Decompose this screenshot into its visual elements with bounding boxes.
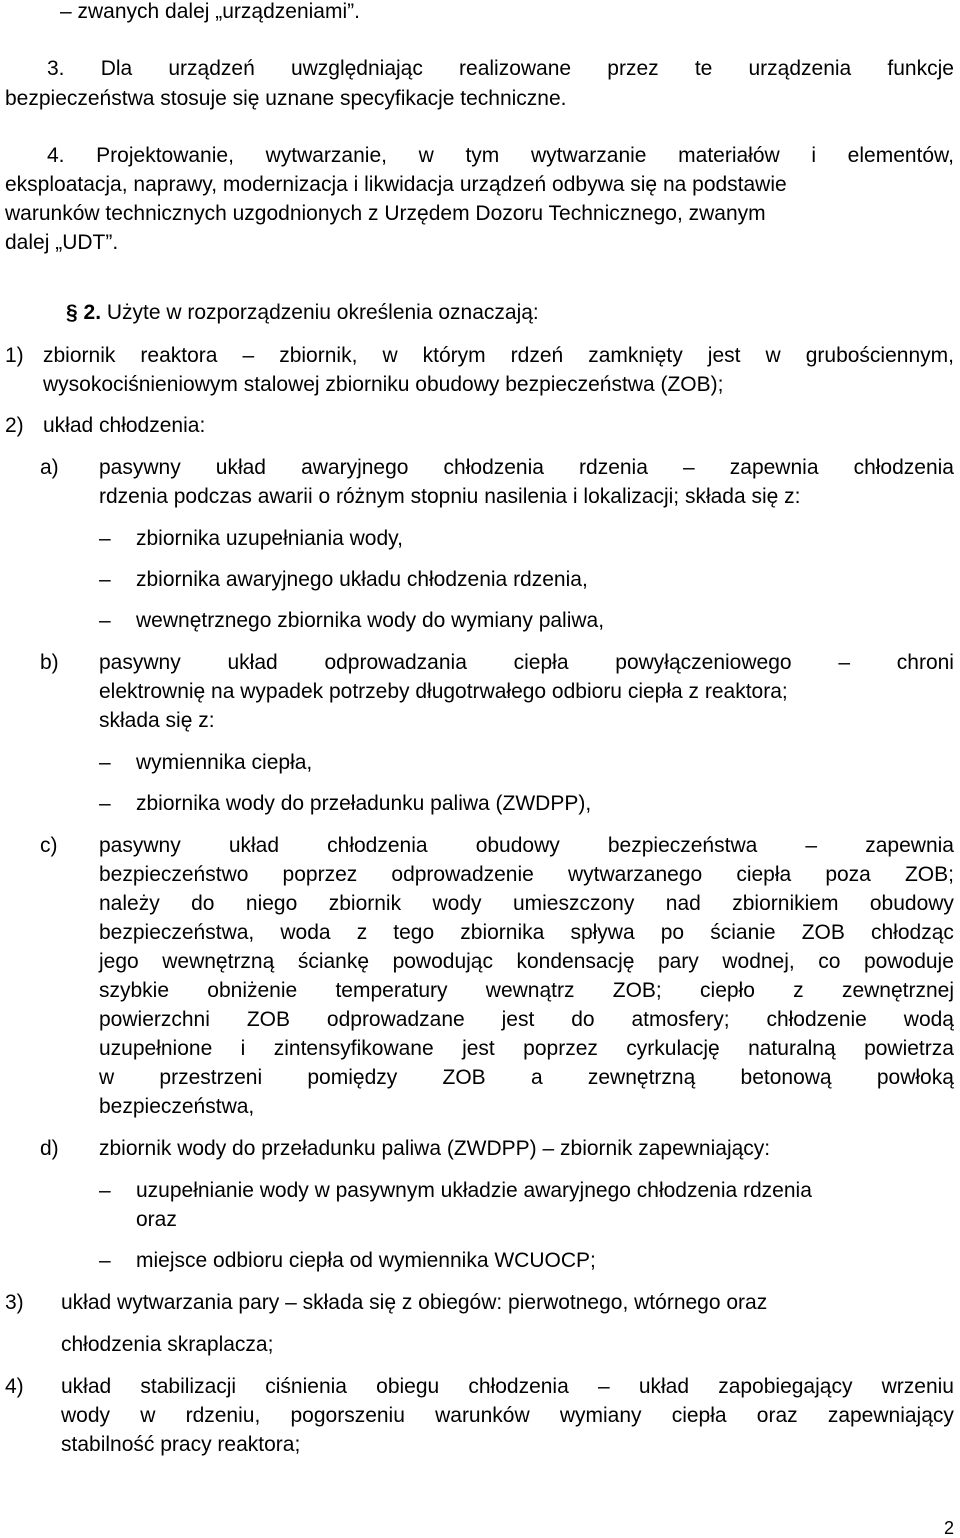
- section-heading: [66, 302, 539, 323]
- word: kondensację: [516, 950, 635, 973]
- word: poprzez: [282, 863, 358, 886]
- word: uzupełnione: [99, 1037, 213, 1060]
- word: Dla: [100, 57, 133, 80]
- word: bezpieczeństwo: [99, 863, 249, 886]
- dash-bullet: –: [99, 527, 111, 550]
- word: wytwarzanie: [530, 144, 647, 167]
- word: powietrza: [864, 1037, 954, 1060]
- item3-line2: bezpieczeństwa stosuje się uznane specyfikacje techniczne.: [5, 87, 567, 110]
- word: odprowadzania: [324, 651, 467, 674]
- word: cyrkulację: [626, 1037, 720, 1060]
- word: zapewnia: [729, 456, 819, 479]
- word: spływa: [570, 921, 635, 944]
- word: nad: [665, 892, 701, 915]
- word: w: [418, 144, 434, 167]
- section-number: § 2.: [66, 301, 102, 324]
- word: z: [793, 979, 804, 1002]
- word: pogorszeniu: [290, 1404, 405, 1427]
- list-item: uzupełnianie wody w pasywnym układzie awaryjnego chłodzenia rdzenia: [136, 1179, 812, 1202]
- word: chroni: [896, 651, 954, 674]
- item4-line2: eksploatacja, naprawy, modernizacja i likwidacja urządzeń odbywa się na podstawie: [5, 173, 787, 196]
- word: zbiornikiem: [732, 892, 839, 915]
- dash-bullet: –: [99, 1179, 111, 1202]
- word: zapewniający: [827, 1404, 954, 1427]
- word: urządzeń: [168, 57, 255, 80]
- list-item: zbiornika wody do przeładunku paliwa (ZWDPP),: [136, 792, 592, 815]
- word: do: [571, 1008, 595, 1031]
- word: stabilizacji: [140, 1375, 237, 1398]
- word: obiegu: [376, 1375, 440, 1398]
- word: a: [530, 1066, 543, 1089]
- word: wytwarzanego: [567, 863, 703, 886]
- def2a-line1: [99, 457, 954, 478]
- def1-line1: [43, 345, 954, 366]
- word: tym: [465, 144, 500, 167]
- def2a-marker: a): [40, 456, 59, 479]
- word: do: [191, 892, 215, 915]
- word: układ: [61, 1375, 112, 1398]
- word: i: [240, 1037, 246, 1060]
- word: powyłączeniowego: [615, 651, 792, 674]
- word: chłodzenia: [853, 456, 954, 479]
- def1-marker: 1): [5, 344, 24, 367]
- dash-bullet: –: [99, 568, 111, 591]
- list-item: wymiennika ciepła,: [136, 751, 313, 774]
- word: wytwarzanie,: [265, 144, 387, 167]
- def4-line2: [61, 1405, 954, 1426]
- word: oraz: [756, 1404, 798, 1427]
- def2b-marker: b): [40, 651, 59, 674]
- word: pasywny: [99, 456, 181, 479]
- def2b-line1: [99, 652, 954, 673]
- word: te: [694, 57, 713, 80]
- word: –: [242, 344, 255, 367]
- dash-bullet: –: [99, 751, 111, 774]
- word: pasywny: [99, 834, 181, 857]
- word: ciepła: [736, 863, 792, 886]
- list-item-cont: oraz: [136, 1208, 177, 1231]
- word: powłoką: [876, 1066, 954, 1089]
- list-item: zbiornika awaryjnego układu chłodzenia rdzenia,: [136, 568, 588, 591]
- item4-line1: [47, 145, 954, 166]
- word: szybkie: [99, 979, 170, 1002]
- word: elementów,: [847, 144, 954, 167]
- def2c-marker: c): [40, 834, 58, 857]
- def2-marker: 2): [5, 414, 24, 437]
- word: rdzenia: [579, 456, 648, 479]
- def4-line3: stabilność pracy reaktora;: [61, 1433, 301, 1456]
- word: zewnętrzną: [587, 1066, 696, 1089]
- word: uwzględniając: [290, 57, 423, 80]
- word: zbiornik,: [279, 344, 358, 367]
- word: w: [382, 344, 398, 367]
- word: w: [765, 344, 781, 367]
- def1-line2: wysokociśnieniowym stalowej zbiorniku obudowy bezpieczeństwa (ZOB);: [43, 373, 724, 396]
- word: ścianie: [710, 921, 776, 944]
- word: chłodzenia: [468, 1375, 569, 1398]
- word: bezpieczeństwa,: [99, 921, 255, 944]
- def3-line1: układ wytwarzania pary – składa się z obiegów: pierwotnego, wtórnego oraz: [61, 1291, 768, 1314]
- word: ZOB: [801, 921, 845, 944]
- word: funkcje: [887, 57, 954, 80]
- word: z: [356, 921, 368, 944]
- word: –: [805, 834, 818, 857]
- word: ZOB: [246, 1008, 290, 1031]
- word: powoduje: [863, 950, 954, 973]
- word: wodnej,: [722, 950, 795, 973]
- word: 3.: [47, 57, 65, 80]
- word: w: [99, 1066, 115, 1089]
- word: w: [140, 1404, 156, 1427]
- word: urządzenia: [748, 57, 852, 80]
- word: po: [660, 921, 685, 944]
- item4-line3: warunków technicznych uzgodnionych z Urzędem Dozoru Technicznego, zwanym: [5, 202, 766, 225]
- def2c-line5: [99, 951, 954, 972]
- word: tego: [393, 921, 435, 944]
- word: wrzeniu: [881, 1375, 954, 1398]
- word: ciśnienia: [265, 1375, 347, 1398]
- word: zbiornik: [43, 344, 116, 367]
- word: zewnętrznej: [841, 979, 954, 1002]
- word: betonową: [740, 1066, 832, 1089]
- word: chłodzenia: [443, 456, 544, 479]
- word: jego: [99, 950, 139, 973]
- word: materiałów: [678, 144, 780, 167]
- word: ZOB;: [612, 979, 662, 1002]
- def4-line1: [61, 1376, 954, 1397]
- word: umieszczony: [512, 892, 635, 915]
- word: rdzeniu,: [185, 1404, 261, 1427]
- word: zapobiegający: [718, 1375, 853, 1398]
- word: –: [838, 651, 851, 674]
- word: którym: [422, 344, 486, 367]
- word: chłodzenie: [766, 1008, 867, 1031]
- item-continuation: – zwanych dalej „urządzeniami”.: [60, 0, 360, 23]
- word: bezpieczeństwa: [607, 834, 758, 857]
- def2d-marker: d): [40, 1137, 59, 1160]
- word: woda: [280, 921, 331, 944]
- def2c-line1: [99, 835, 954, 856]
- word: co: [818, 950, 841, 973]
- word: wewnętrzną: [162, 950, 275, 973]
- def2b-line3: składa się z:: [99, 709, 215, 732]
- section-heading-text: Użyte w rozporządzeniu określenia oznaczają:: [106, 301, 539, 324]
- word: ZOB;: [904, 863, 954, 886]
- word: rdzeń: [510, 344, 564, 367]
- word: wody: [432, 892, 482, 915]
- word: poprzez: [523, 1037, 598, 1060]
- word: warunków: [435, 1404, 530, 1427]
- word: ciepło: [700, 979, 755, 1002]
- dash-bullet: –: [99, 609, 111, 632]
- word: układ: [227, 651, 278, 674]
- page-number: 2: [944, 1518, 955, 1538]
- def2c-line4: [99, 922, 954, 943]
- item3-line1: [47, 58, 954, 79]
- list-item: miejsce odbioru ciepła od wymiennika WCUOCP;: [136, 1249, 596, 1272]
- def2c-line3: [99, 893, 954, 914]
- def2d-line1: zbiornik wody do przeładunku paliwa (ZWDPP) – zbiornik zapewniający:: [99, 1137, 771, 1160]
- word: chłodząc: [870, 921, 954, 944]
- word: naturalną: [748, 1037, 836, 1060]
- word: ZOB: [442, 1066, 486, 1089]
- word: wodą: [903, 1008, 954, 1031]
- word: reaktora: [140, 344, 218, 367]
- word: układ: [215, 456, 266, 479]
- word: –: [597, 1375, 610, 1398]
- word: obniżenie: [207, 979, 298, 1002]
- def2c-line6: [99, 980, 954, 1001]
- word: Projektowanie,: [96, 144, 234, 167]
- word: obudowy: [475, 834, 560, 857]
- word: powodując: [392, 950, 493, 973]
- word: wewnątrz: [485, 979, 575, 1002]
- dash-bullet: –: [99, 1249, 111, 1272]
- word: układ: [228, 834, 280, 857]
- word: jest: [501, 1008, 535, 1031]
- word: ściankę: [297, 950, 370, 973]
- word: chłodzenia: [327, 834, 428, 857]
- word: odprowadzane: [326, 1008, 465, 1031]
- word: zbiornik: [328, 892, 402, 915]
- word: realizowane: [459, 57, 572, 80]
- word: awaryjnego: [301, 456, 409, 479]
- word: wody: [61, 1404, 111, 1427]
- word: przez: [607, 57, 659, 80]
- word: pasywny: [99, 651, 181, 674]
- def2c-line7: [99, 1009, 954, 1030]
- word: zamknięty: [588, 344, 683, 367]
- word: powierzchni: [99, 1008, 210, 1031]
- word: zintensyfikowane: [273, 1037, 434, 1060]
- word: należy: [99, 892, 160, 915]
- word: obudowy: [869, 892, 954, 915]
- word: zbiornika: [460, 921, 545, 944]
- list-item: zbiornika uzupełniania wody,: [136, 527, 403, 550]
- word: grubościennym,: [805, 344, 954, 367]
- def2c-line2: [99, 864, 954, 885]
- word: atmosfery;: [631, 1008, 730, 1031]
- def2c-line9: [99, 1067, 954, 1088]
- def3-marker: 3): [5, 1291, 24, 1314]
- def2b-line2: elektrownię na wypadek potrzeby długotrwałego odbioru ciepła z reaktora;: [99, 680, 788, 703]
- word: odprowadzenie: [391, 863, 534, 886]
- item4-line4: dalej „UDT”.: [5, 231, 119, 254]
- word: 4.: [47, 144, 65, 167]
- dash-bullet: –: [99, 792, 111, 815]
- word: przestrzeni: [159, 1066, 263, 1089]
- word: –: [683, 456, 695, 479]
- word: pary: [657, 950, 699, 973]
- def2c-line10: bezpieczeństwa,: [99, 1095, 255, 1118]
- word: wymiany: [559, 1404, 642, 1427]
- word: układ: [638, 1375, 690, 1398]
- list-item: wewnętrznego zbiornika wody do wymiany paliwa,: [136, 609, 605, 632]
- word: ciepła: [671, 1404, 727, 1427]
- word: niego: [245, 892, 298, 915]
- word: jest: [462, 1037, 495, 1060]
- word: i: [811, 144, 817, 167]
- word: ciepła: [513, 651, 569, 674]
- def2a-line2: rdzenia podczas awarii o różnym stopniu nasilenia i lokalizacji; składa się z:: [99, 485, 801, 508]
- def2c-line8: [99, 1038, 954, 1059]
- def3-line2: chłodzenia skraplacza;: [61, 1333, 274, 1356]
- def2-label: układ chłodzenia:: [43, 414, 206, 437]
- word: temperatury: [335, 979, 448, 1002]
- word: zapewnia: [865, 834, 954, 857]
- def4-marker: 4): [5, 1375, 24, 1398]
- word: poza: [825, 863, 871, 886]
- word: pomiędzy: [307, 1066, 398, 1089]
- word: jest: [707, 344, 741, 367]
